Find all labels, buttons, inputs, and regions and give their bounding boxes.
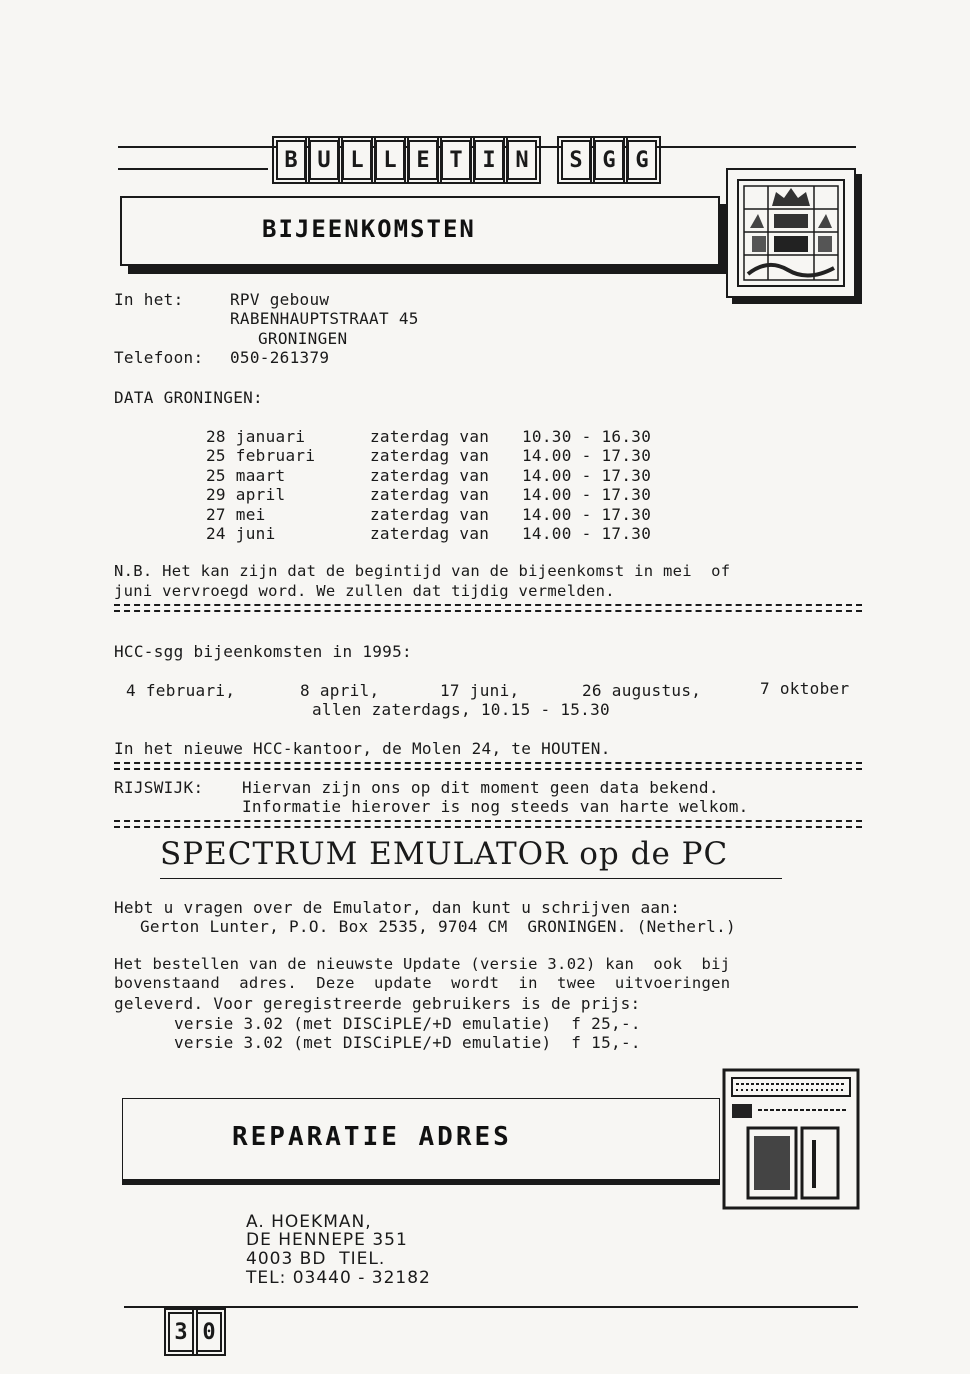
time-cell: 14.00 - 17.30 [522,505,652,524]
emulator-text: Gerton Lunter, P.O. Box 2535, 9704 CM GRONINGEN. (Netherl.) [140,917,736,936]
day-cell: zaterdag van [370,524,490,543]
page-number [168,1312,222,1352]
location-line: RABENHAUPTSTRAAT 45 [230,309,419,328]
hcc-heading: HCC-sgg bijeenkomsten in 1995: [114,642,412,661]
masthead-letter: G [627,140,657,180]
phone-number: 050-261379 [230,348,330,367]
location-line: GRONINGEN [258,329,348,348]
masthead-letter: G [594,140,624,180]
price-line: versie 3.02 (met DISCiPLE/+D emulatie) f 15,-. [174,1033,641,1052]
hcc-date: 4 februari, [126,681,236,700]
repair-address-line: 4003 BD TIEL. [246,1249,386,1269]
date-cell: 28 januari [206,427,306,446]
masthead-letter: I [474,140,504,180]
date-cell: 24 juni [206,524,276,543]
note-text: N.B. Het kan zijn dat de begintijd van de bijeenkomst in mei of [114,562,731,580]
emulator-text: Het bestellen van de nieuwste Update (versie 3.02) kan ook bij [114,955,731,973]
masthead-letter: T [441,140,471,180]
page-number-digit: 3 [168,1312,194,1352]
hcc-times: allen zaterdags, 10.15 - 15.30 [312,700,610,719]
section-title: BIJEENKOMSTEN [262,215,476,243]
date-cell: 25 februari [206,446,316,465]
hcc-date: 7 oktober [760,679,850,698]
time-cell: 14.00 - 17.30 [522,446,652,465]
masthead-letter: E [408,140,438,180]
repair-title: REPARATIE ADRES [232,1122,512,1152]
date-cell: 25 maart [206,466,286,485]
masthead-letter: B [276,140,306,180]
emulator-title: SPECTRUM EMULATOR op de PC [160,836,729,872]
note-text: juni vervroegd word. We zullen dat tijdig vermelden. [114,582,615,600]
date-cell: 29 april [206,485,286,504]
page-number-digit: 0 [196,1312,222,1352]
location-label: In het: [114,290,184,309]
day-cell: zaterdag van [370,505,490,524]
hcc-date: 26 augustus, [582,681,702,700]
rijswijk-text: Hiervan zijn ons op dit moment geen data bekend. [242,778,719,797]
emulator-text: bovenstaand adres. Deze update wordt in twee uitvoeringen [114,974,731,992]
time-cell: 14.00 - 17.30 [522,524,652,543]
double-divider [114,820,862,828]
hcc-date: 8 april, [300,681,380,700]
computer-icon [718,1064,866,1214]
phone-label: Telefoon: [114,348,204,367]
day-cell: zaterdag van [370,485,490,504]
masthead-letter: N [507,140,537,180]
masthead-letter: U [309,140,339,180]
day-cell: zaterdag van [370,466,490,485]
hcc-location: In het nieuwe HCC-kantoor, de Molen 24, te HOUTEN. [114,739,611,758]
double-divider [114,604,862,612]
rijswijk-text: Informatie hierover is nog steeds van harte welkom. [242,797,749,816]
masthead-rule-lower [118,168,268,170]
date-cell: 27 mei [206,505,266,524]
double-divider [114,762,862,770]
price-line: versie 3.02 (met DISCiPLE/+D emulatie) f 25,-. [174,1014,641,1033]
dates-heading: DATA GRONINGEN: [114,388,263,407]
masthead-letter: S [561,140,591,180]
time-cell: 14.00 - 17.30 [522,466,652,485]
emulator-text: Hebt u vragen over de Emulator, dan kunt u schrijven aan: [114,898,681,917]
footer-rule [124,1306,858,1308]
day-cell: zaterdag van [370,427,490,446]
time-cell: 10.30 - 16.30 [522,427,652,446]
rijswijk-label: RIJSWIJK: [114,778,204,797]
day-cell: zaterdag van [370,446,490,465]
repair-address-line: TEL: 03440 - 32182 [246,1268,431,1288]
masthead-letter: L [375,140,405,180]
time-cell: 14.00 - 17.30 [522,485,652,504]
repair-address-line: A. HOEKMAN, [246,1212,372,1232]
hcc-date: 17 juni, [440,681,520,700]
emulator-text: geleverd. Voor geregistreerde gebruikers is de prijs: [114,994,641,1013]
emulator-title-underline [160,878,782,879]
location-line: RPV gebouw [230,290,330,309]
masthead-letter: L [342,140,372,180]
masthead-logo [276,140,657,180]
castle-logo-icon [726,168,856,298]
repair-address-line: DE HENNEPE 351 [246,1230,408,1250]
